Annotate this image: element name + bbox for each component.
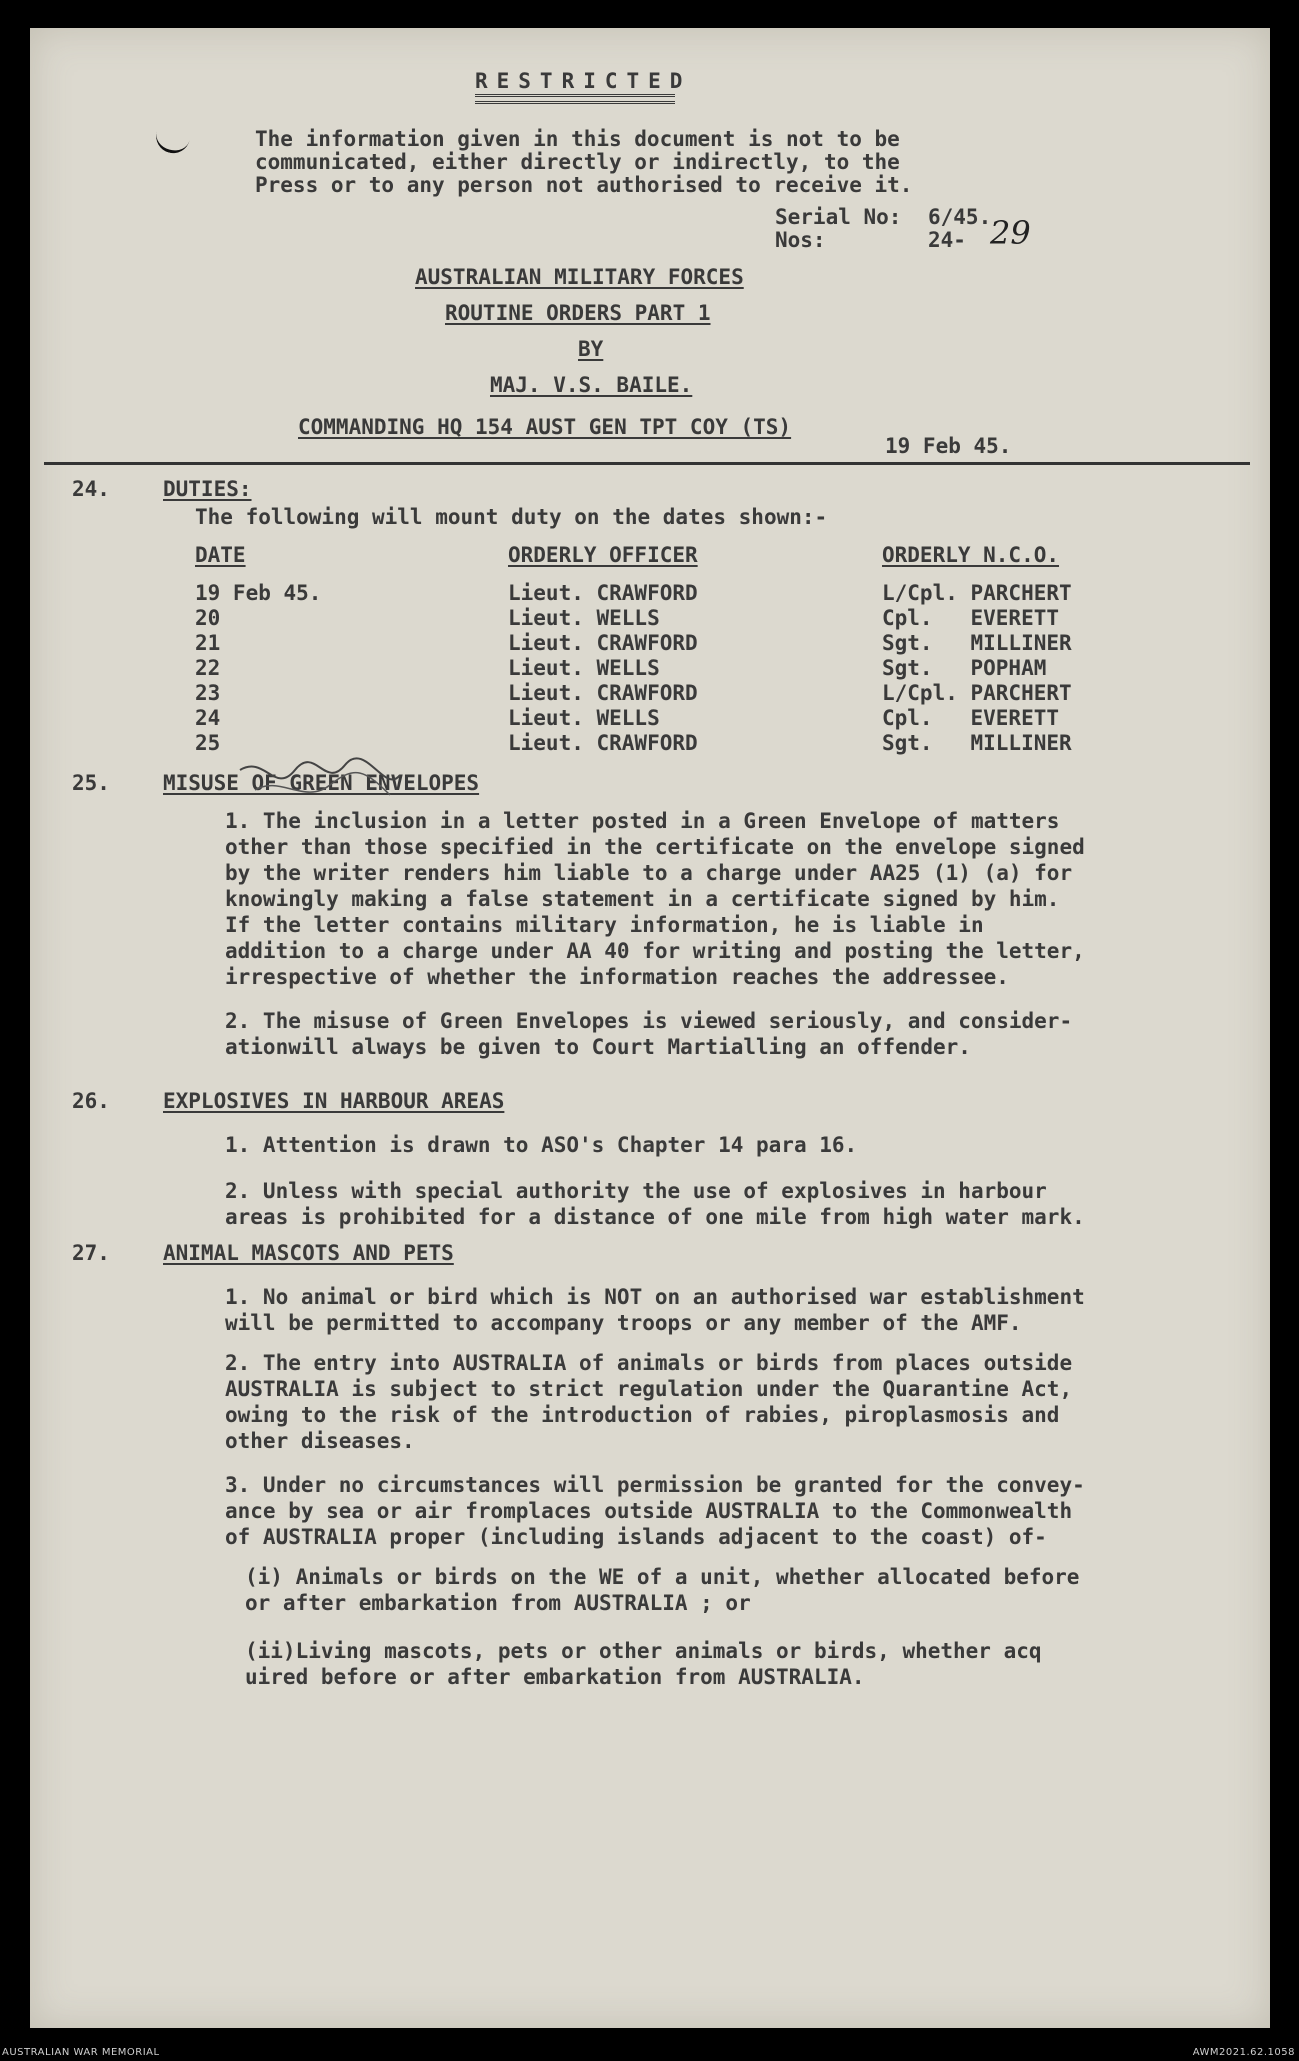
section-26-paragraph-2 (225, 1178, 1255, 1230)
text-line: (i) Animals or birds on the WE of a unit, whether allocated before (245, 1565, 1080, 1589)
row-4-date: 22 (195, 656, 221, 680)
footer-left: AUSTRALIAN WAR MEMORIAL (2, 2047, 160, 2058)
section-25-heading: MISUSE OF GREEN ENVELOPES (163, 771, 480, 795)
row-4-officer: Lieut. WELLS (508, 656, 660, 680)
text-line: uired before or after embarkation from AUSTRALIA. (245, 1665, 865, 1689)
row-1-date: 19 Feb 45. (195, 581, 322, 605)
text-line: ance by sea or air fromplaces outside AUSTRALIA to the Commonwealth (225, 1499, 1073, 1523)
section-26-paragraph-1 (225, 1132, 1255, 1158)
row-7-nco: Sgt. MILLINER (882, 731, 1072, 755)
text-line: 2. The entry into AUSTRALIA of animals or birds from places outside (225, 1351, 1073, 1375)
nos-value: 24- (928, 228, 966, 252)
nos-label: Nos: (775, 228, 826, 252)
handwritten-scribble (235, 750, 405, 810)
text-line: knowingly making a false statement in a certificate signed by him. (225, 887, 1060, 911)
row-4-nco: Sgt. POPHAM (882, 656, 1047, 680)
row-6-date: 24 (195, 706, 221, 730)
text-line: ationwill always be given to Court Martialling an offender. (225, 1035, 971, 1059)
title-line-4: MAJ. V.S. BAILE. (490, 373, 693, 397)
section-27-number: 27. (72, 1241, 110, 1265)
text-line: (ii)Living mascots, pets or other animals or birds, whether acq (245, 1639, 1042, 1663)
handwritten-nos-end: 29 (990, 214, 1031, 252)
text-line: AUSTRALIA is subject to strict regulation under the Quarantine Act, (225, 1377, 1073, 1401)
section-27-item-i (245, 1564, 1079, 1616)
section-26-heading: EXPLOSIVES IN HARBOUR AREAS (163, 1089, 505, 1113)
row-3-date: 21 (195, 631, 221, 655)
section-25-number: 25. (72, 771, 110, 795)
text-line: 2. The misuse of Green Envelopes is viewed seriously, and consider- (225, 1009, 1073, 1033)
notice-line-1: The information given in this document is not to be (255, 127, 900, 151)
title-line-2: ROUTINE ORDERS PART 1 (445, 301, 711, 325)
serial-label: Serial No: (775, 205, 902, 229)
row-6-nco: Cpl. EVERETT (882, 706, 1060, 730)
title-line-3: BY (578, 337, 604, 361)
text-line: 1. No animal or bird which is NOT on an authorised war establishment (225, 1285, 1085, 1309)
row-3-officer: Lieut. CRAWFORD (508, 631, 698, 655)
section-27-paragraph-1 (225, 1284, 1255, 1336)
restricted-underline (475, 94, 675, 104)
row-7-officer: Lieut. CRAWFORD (508, 731, 698, 755)
document-sheet (30, 28, 1270, 2028)
section-27-paragraph-3 (225, 1472, 1255, 1550)
row-2-officer: Lieut. WELLS (508, 606, 660, 630)
row-7-date: 25 (195, 731, 221, 755)
text-line: other diseases. (225, 1429, 415, 1453)
column-date: DATE (195, 543, 246, 567)
text-line: 1. The inclusion in a letter posted in a Green Envelope of matters (225, 809, 1060, 833)
row-6-officer: Lieut. WELLS (508, 706, 660, 730)
text-line: 1. Attention is drawn to ASO's Chapter 14 para 16. (225, 1133, 858, 1157)
document-date: 19 Feb 45. (885, 434, 1012, 458)
handwritten-tick-mark (152, 124, 191, 157)
row-5-officer: Lieut. CRAWFORD (508, 681, 698, 705)
notice-line-2: communicated, either directly or indirectly, to the (255, 150, 900, 174)
footer-right: AWM2021.62.1058 (1192, 2047, 1295, 2058)
text-line: or after embarkation from AUSTRALIA ; or (245, 1591, 751, 1615)
section-24-number: 24. (72, 477, 110, 501)
section-27-heading: ANIMAL MASCOTS AND PETS (163, 1241, 454, 1265)
section-26-number: 26. (72, 1089, 110, 1113)
column-orderly-officer: ORDERLY OFFICER (508, 543, 698, 567)
row-1-nco: L/Cpl. PARCHERT (882, 581, 1072, 605)
section-24-intro: The following will mount duty on the dates shown:- (195, 505, 828, 529)
section-25-paragraph-1 (225, 808, 1255, 990)
text-line: other than those specified in the certificate on the envelope signed (225, 835, 1085, 859)
text-line: owing to the risk of the introduction of rabies, piroplasmosis and (225, 1403, 1060, 1427)
row-3-nco: Sgt. MILLINER (882, 631, 1072, 655)
text-line: will be permitted to accompany troops or any member of the AMF. (225, 1311, 1022, 1335)
title-line-1: AUSTRALIAN MILITARY FORCES (415, 265, 744, 289)
text-line: 2. Unless with special authority the use of explosives in harbour (225, 1179, 1047, 1203)
text-line: of AUSTRALIA proper (including islands adjacent to the coast) of- (225, 1525, 1047, 1549)
text-line: If the letter contains military information, he is liable in (225, 913, 984, 937)
notice-line-3: Press or to any person not authorised to receive it. (255, 173, 913, 197)
section-25-paragraph-2 (225, 1008, 1255, 1060)
title-line-5: COMMANDING HQ 154 AUST GEN TPT COY (TS) (298, 415, 792, 439)
text-line: addition to a charge under AA 40 for writing and posting the letter, (225, 939, 1085, 963)
section-24-heading: DUTIES: (163, 477, 252, 501)
text-line: areas is prohibited for a distance of one mile from high water mark. (225, 1205, 1085, 1229)
column-orderly-nco: ORDERLY N.C.O. (882, 543, 1060, 567)
section-27-paragraph-2 (225, 1350, 1255, 1454)
text-line: irrespective of whether the information reaches the addressee. (225, 965, 1009, 989)
text-line: by the writer renders him liable to a charge under AA25 (1) (a) for (225, 861, 1073, 885)
row-5-date: 23 (195, 681, 221, 705)
row-1-officer: Lieut. CRAWFORD (508, 581, 698, 605)
header-rule (44, 462, 1250, 465)
text-line: 3. Under no circumstances will permission be granted for the convey- (225, 1473, 1085, 1497)
row-5-nco: L/Cpl. PARCHERT (882, 681, 1072, 705)
section-27-item-ii (245, 1638, 1042, 1690)
restricted-heading: RESTRICTED (475, 69, 692, 93)
serial-value: 6/45. (928, 205, 992, 229)
row-2-date: 20 (195, 606, 221, 630)
row-2-nco: Cpl. EVERETT (882, 606, 1060, 630)
